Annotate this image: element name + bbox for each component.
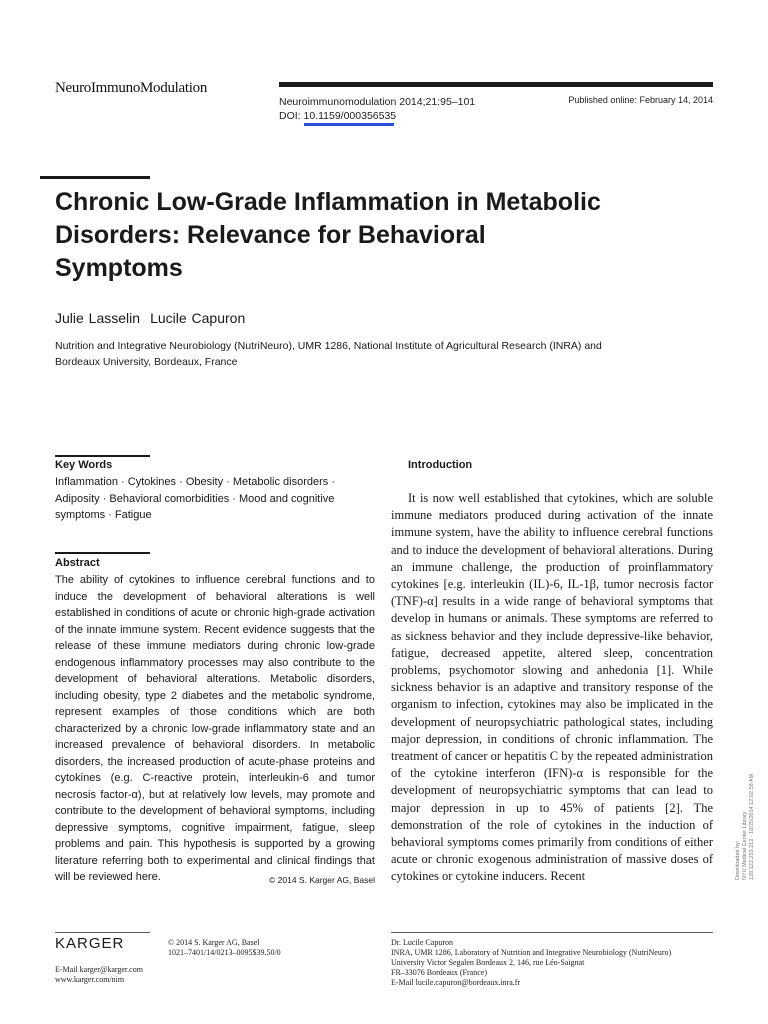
abstract-rule: [55, 552, 150, 554]
introduction-text: It is now well established that cytokines, which are soluble immune mediators produced during activation of the innate immune system, have the ability to influence cerebral functions and to induce the development of behavioral alterations. During an immune challenge, the production of proinflammatory cytokines [e.g. interleukin (IL)-6, IL-1β, tumor necrosis factor (TNF)-α] results in a wide range of behavioral symptoms that develop in humans or animals. These symptoms are referred to as sickness behavior and they include depressive-like behavior, fatigue, decreased appetite, altered sleep, concentration problems, psychomotor slowing and anhedonia [1]. While sickness behavior is an adaptive and transitory response of the organism to infection, cytokines may also be implicated in the development of neuropsychiatric pathological states, including major depression, in conditions of chronic inflammation. The treatment of cancer or hepatitis C by the repeated administration of the cytokine interferon (IFN)-α is responsible for the development of neuropsychiatric symptoms that can lead to major depression in up to 45% of patients [2]. The demonstration of the role of cytokines in the induction of behavioral symptoms comes primarily from conditions of either acute or chronic exogenous administration of massive doses of cytokines or cytokine inducers. Recent: [391, 491, 713, 884]
doi-highlight: [304, 123, 394, 126]
correspondence: [391, 938, 713, 988]
published-date: Published online: February 14, 2014: [568, 95, 713, 105]
doi-link[interactable]: DOI: 10.1159/000356535: [279, 110, 397, 122]
correspondence-line: Dr. Lucile Capuron: [391, 938, 453, 947]
download-stamp-line: Downloaded by:: [735, 840, 741, 880]
footer-rule-left: [55, 932, 150, 933]
title-rule: [40, 176, 150, 179]
publisher-website[interactable]: www.karger.com/nim: [55, 975, 125, 984]
abstract-body: The ability of cytokines to influence cerebral functions and to induce the development of behavioral alterations is well established in conditions of acute or chronic high-grade activation of the innate immune system. Recent evidence suggests that the release of these immune mediators during chronic low-grade endogenous inflammatory processes may also contribute to the development of behavioral alterations. Metabolic disorders, including obesity, type 2 diabetes and the metabolic syndrome, represent examples of those conditions which are both characterized by a chronic low-grade inflammatory state and an increased prevalence of behavioral disorders. In metabolic disorders, the increased production of acute-phase proteins and cytokines (e.g. C-reactive protein, interleukin-6 and tumor necrosis factor-α), but at relatively low levels, may promote and contribute to the development of behavioral symptoms, including depressive symptoms, cognitive impairment, fatigue, sleep problems and pain. This hypothesis is supported by a growing literature referring both to experimental and clinical findings that will be reviewed here.: [55, 574, 375, 883]
correspondence-line: University Victor Segalen Bordeaux 2, 146, rue Léo-Saignat: [391, 958, 585, 967]
footer-copyright-line: © 2014 S. Karger AG, Basel: [168, 938, 260, 947]
abstract-copyright: © 2014 S. Karger AG, Basel: [269, 875, 375, 885]
author-name: Julie Lasselin: [55, 310, 141, 326]
affiliation: Nutrition and Integrative Neurobiology (NutriNeuro), UMR 1286, National Institute of Agricultural Research (INRA) and Bordeaux University, Bordeaux, France: [55, 340, 602, 368]
publisher-email[interactable]: E-Mail karger@karger.com: [55, 965, 143, 974]
download-stamp-line: NYU Medical Center Library: [742, 811, 748, 880]
publisher-contact: [55, 965, 143, 985]
correspondence-email[interactable]: E-Mail lucile.capuron@bordeaux.inra.fr: [391, 978, 521, 987]
publisher-logo: KARGER: [55, 935, 125, 952]
correspondence-line: INRA, UMR 1286, Laboratory of Nutrition and Integrative Neurobiology (NutriNeuro): [391, 948, 672, 957]
keywords-heading: Key Words: [55, 459, 113, 471]
keywords-rule: [55, 455, 150, 457]
download-stamp-line: 128.122.253.212 - 10/25/2014 12:02:58 AM: [749, 773, 755, 880]
footer-copyright: [168, 938, 281, 958]
citation-block: [279, 95, 475, 123]
author-list: [55, 310, 245, 326]
correspondence-line: FR–33076 Bordeaux (France): [391, 968, 487, 977]
abstract-heading: Abstract: [55, 557, 100, 569]
author-name: Lucile Capuron: [150, 310, 246, 326]
download-stamp: [735, 730, 756, 880]
footer-rule-right: [391, 932, 713, 933]
keywords-text: Inflammation · Cytokines · Obesity · Metabolic disorders · Adiposity · Behavioral comorbidities · Mood and cognitive symptoms · Fatigue: [55, 476, 335, 521]
journal-logo: NeuroImmunoModulation: [55, 80, 208, 96]
abstract-text: [55, 572, 375, 889]
journal-citation: Neuroimmunomodulation 2014;21:95–101: [279, 96, 476, 108]
header-rule: [279, 82, 713, 87]
footer-issn-line: 1021–7401/14/0213–0095$39.50/0: [168, 948, 281, 957]
introduction-heading: Introduction: [408, 459, 473, 471]
article-title: Chronic Low-Grade Inflammation in Metabolic Disorders: Relevance for Behavioral Symptoms: [55, 188, 601, 282]
